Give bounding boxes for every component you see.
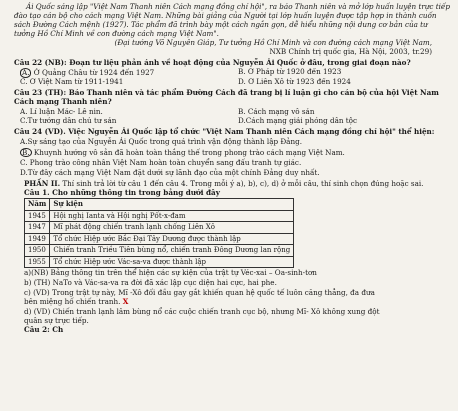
table-header-event: Sự kiện [50, 199, 294, 211]
circled-answer-mark: A. [22, 68, 30, 78]
table-cell-event: Chiến tranh Triều Tiên bùng nổ, chiến tranh Đông Dương lan rộng [50, 245, 294, 257]
table-row [25, 222, 294, 234]
q24-option-a[interactable]: A.Sự sáng tạo của Nguyễn Ái Quốc trong quá trình vận động thành lập Đảng. [20, 136, 302, 146]
part-2-question-1: Câu 1. Cho những thông tin trong bảng dưới đây [24, 187, 220, 197]
statement-d-line-1: d) (VD) Chiến tranh lạnh lâm bùng nổ các cuộc chiến tranh cục bộ, nhưng Mĩ- Xô không xung đột [24, 307, 380, 317]
table-cell-year: 1949 [25, 233, 50, 245]
table-cell-event: Tổ chức Hiệp ước Vác-sa-va được thành lập [50, 256, 294, 268]
question-24-stem: Câu 24 (VD). Việc Nguyễn Ái Quốc lập tổ chức "Việt Nam Thanh niên Cách mạng đồng chí hội" thể hiện: [14, 126, 435, 136]
question-23-stem: Câu 23 (TH): Báo Thanh niên và tác phẩm Đường Cách đã trang bị lí luận gì cho cán bộ của hội Việt Nam Cách mạng Thanh niên? [14, 88, 439, 107]
cross-mark: X [122, 297, 129, 307]
q23-option-b[interactable]: B. Cách mạng vô sản [238, 108, 315, 117]
statement-a[interactable]: a)(NB) Bảng thông tin trên thể hiện các sự kiện của trật tự Véc-xai – Oa-sinh-tơn [24, 268, 317, 278]
table-row [25, 233, 294, 245]
table-cell-year: 1945 [25, 210, 50, 222]
table-header-year: Năm [25, 199, 50, 211]
statement-b[interactable]: b) (TH) NaTo và Vác-sa-va ra đời đã xác lập cục diện hai cực, hai phe. [24, 278, 277, 288]
q23-option-d[interactable]: D.Cách mạng giải phóng dân tộc [238, 117, 358, 126]
part-2-heading: PHẦN II. [24, 178, 61, 188]
question-22-options [20, 68, 450, 87]
circled-answer-mark: B. [22, 147, 30, 157]
q24-option-c[interactable]: C. Phong trào công nhân Việt Nam hoàn toàn chuyển sang đấu tranh tự giác. [20, 157, 302, 167]
events-table [24, 198, 294, 268]
q23-option-c[interactable]: C.Tư tưởng dân chủ tư sản [20, 117, 117, 126]
q24-option-b[interactable] [20, 148, 450, 158]
statement-d[interactable] [24, 308, 450, 326]
q24-option-d[interactable]: D.Từ đây cách mạng Việt Nam đặt dưới sự lãnh đạo của một chính Đảng duy nhất. [20, 167, 320, 177]
statement-c[interactable] [24, 289, 450, 307]
next-question-fragment: Câu 2: Ch [24, 324, 64, 334]
table-cell-event: Tổ chức Hiệp ước Bắc Đại Tây Dương được thành lập [50, 233, 294, 245]
q22-option-d[interactable]: D. Ở Liên Xô từ 1923 đến 1924 [238, 78, 351, 87]
table-row [25, 245, 294, 257]
statement-c-line-2: bên miệng hố chiến tranh. [24, 297, 121, 307]
table-cell-event: Mĩ phát động chiến tranh lạnh chống Liên Xô [50, 222, 294, 234]
question-23-options [20, 108, 450, 126]
intro-passage: Ái Quốc sáng lập "Việt Nam Thanh niên Cách mạng đồng chí hội", ra báo Thanh niên và mở lớp huấn luyện trực tiếp đào tạo cán bộ cho cách mạng Việt Nam. Những bài giảng của Người tại lớp huấn luyện được tập hợp in thành cuốn sách Đường Cách mệnh (1927). Tác phẩm đã trình bày một cách ngắn gọn, dễ hiểu những nội dung cơ bản của tư tưởng Hồ Chí Minh về con đường cách mạng Việt Nam". [14, 2, 450, 38]
q22-option-b[interactable]: B. Ở Pháp từ 1920 đến 1923 [238, 68, 342, 77]
q23-option-a[interactable]: A. Lí luận Mác- Lê nin. [20, 108, 103, 117]
statement-c-line-1: c) (VD) Trong trật tự này, Mĩ -Xô đối đầu gay gắt khiến quan hệ quốc tế luôn căng thẳng, đa đưa [24, 288, 375, 298]
table-row [25, 256, 294, 268]
source-line-2: NXB Chính trị quốc gia, Hà Nội, 2003, tr.29) [269, 46, 432, 56]
table-row [25, 210, 294, 222]
q22-option-a-text: Ở Quảng Châu từ 1924 đến 1927 [33, 68, 155, 78]
part-2-text: Thí sinh trả lời từ câu 1 đến câu 4. Trong mỗi ý a), b), c), d) ở mỗi câu, thí sinh chọn đúng hoặc sai. [62, 178, 424, 188]
question-24-options [20, 138, 450, 178]
statement-d-line-2: quân sự trực tiếp. [24, 316, 89, 326]
table-cell-event: Hội nghị Ianta và Hội nghị Pốt-x-đam [50, 210, 294, 222]
table-cell-year: 1950 [25, 245, 50, 257]
q22-option-c[interactable]: C. Ở Việt Nam từ 1911-1941 [20, 78, 124, 87]
q24-option-b-text: Khuynh hướng vô sản đã hoàn toàn thắng thế trong phong trào cách mạng Việt Nam. [33, 147, 345, 157]
source-line-1: (Đại tướng Võ Nguyên Giáp, Tư tưởng Hồ Chí Minh và con đường cách mạng Việt Nam, [114, 37, 432, 47]
table-header-row [25, 199, 294, 211]
table-cell-year: 1955 [25, 256, 50, 268]
table-cell-year: 1947 [25, 222, 50, 234]
question-22-stem: Câu 22 (NB): Đoạn tư liệu phản ánh về hoạt động của Nguyễn Ái Quốc ở đâu, trong giai đoạn nào? [14, 57, 411, 67]
q22-option-a[interactable] [20, 68, 232, 78]
